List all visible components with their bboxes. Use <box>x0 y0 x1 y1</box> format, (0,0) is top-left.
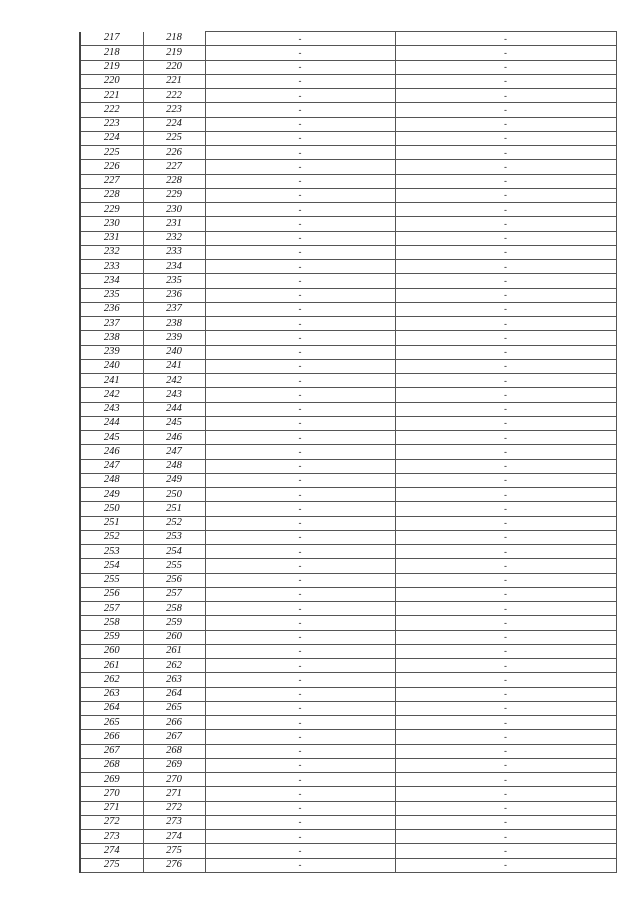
table-row <box>80 559 616 573</box>
table-cell: - <box>205 416 395 430</box>
table-cell: 274 <box>80 844 143 858</box>
table-cell: - <box>205 359 395 373</box>
table-cell: - <box>205 402 395 416</box>
table-row <box>80 502 616 516</box>
table-cell: 220 <box>143 60 205 74</box>
table-cell: 248 <box>80 473 143 487</box>
table-cell: 271 <box>143 787 205 801</box>
table-cell: - <box>395 716 616 730</box>
table-cell: - <box>395 801 616 815</box>
table-row <box>80 687 616 701</box>
table-cell: 235 <box>143 274 205 288</box>
table-row <box>80 302 616 316</box>
table-cell: 219 <box>143 46 205 60</box>
table-cell: - <box>395 317 616 331</box>
table-row <box>80 46 616 60</box>
table-row <box>80 730 616 744</box>
table-cell: 247 <box>143 445 205 459</box>
table-cell: 250 <box>143 488 205 502</box>
table-cell: - <box>395 787 616 801</box>
table-cell: 219 <box>80 60 143 74</box>
table-cell: 260 <box>143 630 205 644</box>
table-cell: - <box>205 388 395 402</box>
table-cell: 227 <box>80 174 143 188</box>
table-cell: - <box>205 260 395 274</box>
table-cell: - <box>205 174 395 188</box>
table-row <box>80 630 616 644</box>
table-cell: - <box>395 431 616 445</box>
table-cell: 229 <box>143 188 205 202</box>
table-cell: 235 <box>80 288 143 302</box>
table-cell: - <box>205 345 395 359</box>
table-cell: - <box>395 146 616 160</box>
table-cell: 259 <box>80 630 143 644</box>
table-cell: - <box>395 402 616 416</box>
table-row <box>80 445 616 459</box>
table-cell: 243 <box>80 402 143 416</box>
table-cell: - <box>395 359 616 373</box>
table-cell: - <box>395 231 616 245</box>
table-cell: - <box>395 302 616 316</box>
table-cell: - <box>205 317 395 331</box>
table-cell: 264 <box>80 701 143 715</box>
table-cell: - <box>395 488 616 502</box>
table-cell: - <box>395 758 616 772</box>
table-cell: 249 <box>80 488 143 502</box>
table-cell: - <box>395 530 616 544</box>
table-cell: - <box>395 830 616 844</box>
table-cell: 239 <box>80 345 143 359</box>
table-cell: 247 <box>80 459 143 473</box>
table-cell: - <box>205 730 395 744</box>
table-cell: - <box>205 445 395 459</box>
table-cell: 270 <box>143 773 205 787</box>
table-cell: 262 <box>143 659 205 673</box>
table-cell: - <box>395 60 616 74</box>
table-cell: 269 <box>80 773 143 787</box>
table-row <box>80 374 616 388</box>
table-cell: 253 <box>80 545 143 559</box>
table-row <box>80 89 616 103</box>
table-row <box>80 32 616 46</box>
table-cell: 251 <box>143 502 205 516</box>
table-cell: - <box>395 545 616 559</box>
table-cell: 263 <box>80 687 143 701</box>
table-cell: - <box>395 687 616 701</box>
table-cell: - <box>205 245 395 259</box>
table-cell: - <box>395 388 616 402</box>
table-cell: 232 <box>143 231 205 245</box>
table-row <box>80 488 616 502</box>
table-cell: 261 <box>143 644 205 658</box>
table-cell: - <box>205 858 395 872</box>
table-cell: - <box>205 203 395 217</box>
table-cell: - <box>205 74 395 88</box>
table-cell: 275 <box>143 844 205 858</box>
table-cell: - <box>395 374 616 388</box>
table-cell: - <box>205 587 395 601</box>
table-cell: 272 <box>143 801 205 815</box>
table-cell: - <box>205 530 395 544</box>
table-cell: 223 <box>143 103 205 117</box>
table-cell: 252 <box>143 516 205 530</box>
table-cell: - <box>205 374 395 388</box>
table-cell: - <box>395 217 616 231</box>
table-cell: - <box>395 616 616 630</box>
table-row <box>80 103 616 117</box>
table-row <box>80 274 616 288</box>
table-row <box>80 402 616 416</box>
table-cell: 226 <box>143 146 205 160</box>
table-cell: 257 <box>143 587 205 601</box>
table-cell: - <box>395 445 616 459</box>
table-cell: 242 <box>80 388 143 402</box>
table-cell: - <box>205 288 395 302</box>
table-row <box>80 416 616 430</box>
table-cell: - <box>205 103 395 117</box>
table-cell: 234 <box>143 260 205 274</box>
table-row <box>80 716 616 730</box>
table-cell: - <box>205 616 395 630</box>
table-cell: 233 <box>143 245 205 259</box>
table-cell: - <box>395 103 616 117</box>
table-cell: - <box>205 630 395 644</box>
table-cell: - <box>395 117 616 131</box>
table-cell: - <box>205 488 395 502</box>
table-cell: - <box>205 787 395 801</box>
table-cell: - <box>205 459 395 473</box>
table-cell: 251 <box>80 516 143 530</box>
table-cell: 274 <box>143 830 205 844</box>
table-cell: - <box>205 60 395 74</box>
table-cell: - <box>205 431 395 445</box>
data-table <box>79 31 617 873</box>
table-row <box>80 60 616 74</box>
table-cell: - <box>395 459 616 473</box>
table-cell: - <box>205 687 395 701</box>
table-cell: 263 <box>143 673 205 687</box>
table-cell: - <box>205 516 395 530</box>
table-cell: - <box>205 231 395 245</box>
table-cell: - <box>205 188 395 202</box>
table-cell: 218 <box>143 32 205 46</box>
table-row <box>80 830 616 844</box>
table-cell: 260 <box>80 644 143 658</box>
table-cell: - <box>395 516 616 530</box>
table-cell: - <box>395 502 616 516</box>
table-cell: - <box>395 815 616 829</box>
table-cell: - <box>395 744 616 758</box>
table-cell: 267 <box>143 730 205 744</box>
table-row <box>80 815 616 829</box>
table-cell: 222 <box>143 89 205 103</box>
table-cell: - <box>395 659 616 673</box>
table-cell: - <box>205 131 395 145</box>
table-cell: 271 <box>80 801 143 815</box>
table-cell: 218 <box>80 46 143 60</box>
table-cell: - <box>395 274 616 288</box>
table-cell: - <box>205 160 395 174</box>
table-cell: - <box>205 302 395 316</box>
table-row <box>80 188 616 202</box>
table-cell: 243 <box>143 388 205 402</box>
table-cell: - <box>395 131 616 145</box>
table-cell: - <box>205 815 395 829</box>
table-cell: - <box>395 730 616 744</box>
table-cell: - <box>205 773 395 787</box>
table-cell: 273 <box>80 830 143 844</box>
table-cell: - <box>205 331 395 345</box>
table-row <box>80 744 616 758</box>
table-cell: - <box>395 573 616 587</box>
table-cell: 246 <box>80 445 143 459</box>
table-row <box>80 844 616 858</box>
table-row <box>80 701 616 715</box>
table-cell: - <box>205 644 395 658</box>
table-cell: - <box>395 74 616 88</box>
table-cell: 221 <box>143 74 205 88</box>
table-cell: 249 <box>143 473 205 487</box>
table-cell: 237 <box>80 317 143 331</box>
table-cell: 225 <box>80 146 143 160</box>
table-cell: 217 <box>80 32 143 46</box>
table-cell: 227 <box>143 160 205 174</box>
table-cell: - <box>395 160 616 174</box>
table-cell: 270 <box>80 787 143 801</box>
table-cell: - <box>395 844 616 858</box>
table-cell: 254 <box>143 545 205 559</box>
table-row <box>80 317 616 331</box>
table-body <box>80 32 616 873</box>
table-row <box>80 331 616 345</box>
table-cell: 240 <box>80 359 143 373</box>
table-cell: 252 <box>80 530 143 544</box>
table-cell: 257 <box>80 602 143 616</box>
table-cell: 222 <box>80 103 143 117</box>
table-cell: - <box>395 416 616 430</box>
table-cell: 262 <box>80 673 143 687</box>
table-cell: 268 <box>143 744 205 758</box>
table-cell: 244 <box>80 416 143 430</box>
table-row <box>80 245 616 259</box>
table-row <box>80 231 616 245</box>
table-cell: - <box>205 46 395 60</box>
table-cell: - <box>205 89 395 103</box>
table-cell: 255 <box>80 573 143 587</box>
table-cell: 231 <box>143 217 205 231</box>
table-row <box>80 659 616 673</box>
table-cell: - <box>395 602 616 616</box>
table-cell: - <box>395 288 616 302</box>
table-cell: 225 <box>143 131 205 145</box>
table-row <box>80 758 616 772</box>
table-cell: - <box>395 473 616 487</box>
table-row <box>80 431 616 445</box>
table-cell: 276 <box>143 858 205 872</box>
table-cell: - <box>395 32 616 46</box>
table-cell: - <box>395 245 616 259</box>
table-row <box>80 516 616 530</box>
table-cell: - <box>205 602 395 616</box>
table-row <box>80 473 616 487</box>
table-cell: 234 <box>80 274 143 288</box>
table-row <box>80 345 616 359</box>
table-cell: - <box>205 274 395 288</box>
table-cell: 258 <box>143 602 205 616</box>
table-row <box>80 388 616 402</box>
table-row <box>80 545 616 559</box>
table-row <box>80 160 616 174</box>
table-row <box>80 773 616 787</box>
table-row <box>80 288 616 302</box>
table-cell: 246 <box>143 431 205 445</box>
table-row <box>80 616 616 630</box>
table-cell: 223 <box>80 117 143 131</box>
table-cell: - <box>395 858 616 872</box>
table-cell: 231 <box>80 231 143 245</box>
table-cell: - <box>395 644 616 658</box>
table-cell: - <box>205 573 395 587</box>
table-row <box>80 359 616 373</box>
table-row <box>80 74 616 88</box>
table-cell: - <box>395 46 616 60</box>
table-cell: 264 <box>143 687 205 701</box>
table-cell: - <box>395 587 616 601</box>
table-row <box>80 602 616 616</box>
table-row <box>80 801 616 815</box>
table-cell: - <box>205 559 395 573</box>
table-cell: 267 <box>80 744 143 758</box>
table-cell: 254 <box>80 559 143 573</box>
table-row <box>80 573 616 587</box>
table-cell: 259 <box>143 616 205 630</box>
table-cell: 248 <box>143 459 205 473</box>
table-cell: 272 <box>80 815 143 829</box>
table-cell: 256 <box>143 573 205 587</box>
table-cell: 245 <box>143 416 205 430</box>
table-cell: - <box>395 701 616 715</box>
table-cell: - <box>395 89 616 103</box>
table-cell: 255 <box>143 559 205 573</box>
table-cell: - <box>205 502 395 516</box>
table-cell: - <box>205 801 395 815</box>
table-cell: - <box>205 844 395 858</box>
table-cell: - <box>205 545 395 559</box>
table-cell: 233 <box>80 260 143 274</box>
table-cell: 230 <box>143 203 205 217</box>
table-cell: 226 <box>80 160 143 174</box>
table-cell: 221 <box>80 89 143 103</box>
table-cell: 266 <box>143 716 205 730</box>
table-cell: - <box>205 716 395 730</box>
table-row <box>80 459 616 473</box>
table-cell: 238 <box>143 317 205 331</box>
table-cell: 241 <box>143 359 205 373</box>
table-cell: 261 <box>80 659 143 673</box>
table-cell: 244 <box>143 402 205 416</box>
table-cell: 224 <box>143 117 205 131</box>
table-cell: - <box>205 117 395 131</box>
table-row <box>80 673 616 687</box>
table-cell: - <box>205 701 395 715</box>
table-cell: - <box>205 659 395 673</box>
table-cell: - <box>395 203 616 217</box>
table-row <box>80 787 616 801</box>
table-cell: 232 <box>80 245 143 259</box>
table-cell: 265 <box>143 701 205 715</box>
table-cell: 224 <box>80 131 143 145</box>
table-cell: 258 <box>80 616 143 630</box>
table-cell: 268 <box>80 758 143 772</box>
table-row <box>80 644 616 658</box>
table-cell: 240 <box>143 345 205 359</box>
table-cell: 253 <box>143 530 205 544</box>
table-cell: 275 <box>80 858 143 872</box>
table-cell: 245 <box>80 431 143 445</box>
table-row <box>80 260 616 274</box>
table-row <box>80 203 616 217</box>
table-cell: - <box>395 345 616 359</box>
table-cell: - <box>205 830 395 844</box>
table-cell: - <box>395 630 616 644</box>
table-row <box>80 530 616 544</box>
table-cell: 228 <box>143 174 205 188</box>
table-cell: 237 <box>143 302 205 316</box>
table-cell: 220 <box>80 74 143 88</box>
table-cell: - <box>395 331 616 345</box>
table-cell: - <box>395 559 616 573</box>
table-cell: - <box>205 673 395 687</box>
table-cell: 273 <box>143 815 205 829</box>
table-row <box>80 174 616 188</box>
table-cell: - <box>395 188 616 202</box>
table-cell: - <box>395 673 616 687</box>
table-cell: - <box>205 217 395 231</box>
table-cell: 229 <box>80 203 143 217</box>
table-cell: - <box>205 744 395 758</box>
table-row <box>80 146 616 160</box>
table-row <box>80 131 616 145</box>
table-cell: - <box>205 473 395 487</box>
table-cell: 230 <box>80 217 143 231</box>
table-cell: - <box>395 174 616 188</box>
table-cell: 241 <box>80 374 143 388</box>
table-cell: - <box>205 32 395 46</box>
table-row <box>80 587 616 601</box>
table-row <box>80 117 616 131</box>
table-cell: 242 <box>143 374 205 388</box>
table-cell: 239 <box>143 331 205 345</box>
table-cell: 265 <box>80 716 143 730</box>
table-cell: 269 <box>143 758 205 772</box>
table-row <box>80 217 616 231</box>
table-cell: 236 <box>143 288 205 302</box>
table-cell: 238 <box>80 331 143 345</box>
table-cell: - <box>205 758 395 772</box>
table-cell: - <box>395 260 616 274</box>
table-cell: 228 <box>80 188 143 202</box>
table-row <box>80 858 616 872</box>
table-cell: 250 <box>80 502 143 516</box>
table-cell: 256 <box>80 587 143 601</box>
table-cell: - <box>395 773 616 787</box>
table-cell: 266 <box>80 730 143 744</box>
table-cell: - <box>205 146 395 160</box>
table-cell: 236 <box>80 302 143 316</box>
